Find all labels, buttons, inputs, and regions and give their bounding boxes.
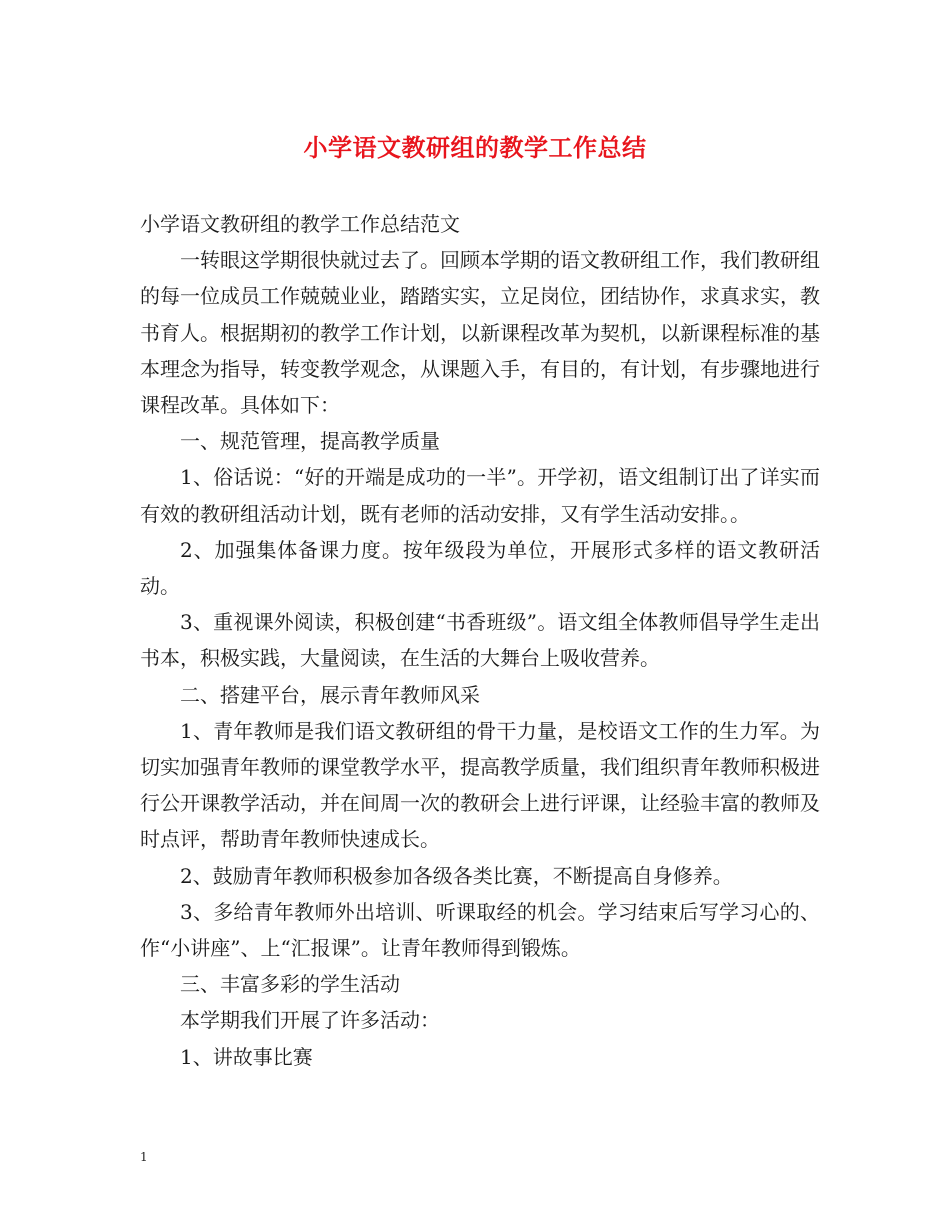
page-number: 1: [140, 1150, 148, 1164]
paragraph: 3、重视课外阅读，积极创建“书香班级”。语文组全体教师倡导学生走出书本，积极实践，大量阅读，在生活的大舞台上吸收营养。: [140, 610, 820, 671]
paragraph: 2、鼓励青年教师积极参加各级各类比赛，不断提高自身修养。: [180, 863, 733, 888]
paragraph: 3、多给青年教师外出培训、听课取经的机会。学习结束后写学习心的、作“小讲座”、上“汇报课”。让青年教师得到锻炼。: [140, 899, 820, 961]
document-title: 小学语文教研组的教学工作总结: [303, 133, 647, 162]
paragraph: 一转眼这学期很快就过去了。回顾本学期的语文教研组工作，我们教研组的每一位成员工作兢兢业业，踏踏实实，立足岗位，团结协作，求真求实，教书育人。根据期初的教学工作计划，以新课程改革为契机，以新课程标准的基本理念为指导，转变教学观念，从课题入手，有目的，有计划，有步骤地进行课程改革。具体如下：: [140, 248, 820, 418]
paragraph: 1、青年教师是我们语文教研组的骨干力量，是校语文工作的生力军。为切实加强青年教师的课堂教学水平，提高教学质量，我们组织青年教师积极进行公开课教学活动，并在间周一次的教研会上进行评课，让经验丰富的教师及时点评，帮助青年教师快速成长。: [140, 718, 820, 852]
paragraph: 小学语文教研组的教学工作总结范文: [140, 212, 460, 236]
paragraph: 二、搭建平台，展示青年教师风采: [180, 682, 480, 707]
paragraph: 一、规范管理，提高教学质量: [180, 429, 440, 454]
paragraph: 本学期我们开展了许多活动：: [180, 1008, 440, 1033]
paragraph: 1、俗话说：“好的开端是成功的一半”。开学初，语文组制订出了详实而有效的教研组活动计划，既有老师的活动安排，又有学生活动安排。。: [140, 465, 820, 526]
document-body: [140, 206, 820, 1075]
paragraph: 1、讲故事比赛: [180, 1044, 313, 1069]
paragraph: 三、丰富多彩的学生活动: [180, 972, 400, 997]
paragraph: 2、加强集体备课力度。按年级段为单位，开展形式多样的语文教研活动。: [140, 537, 820, 599]
